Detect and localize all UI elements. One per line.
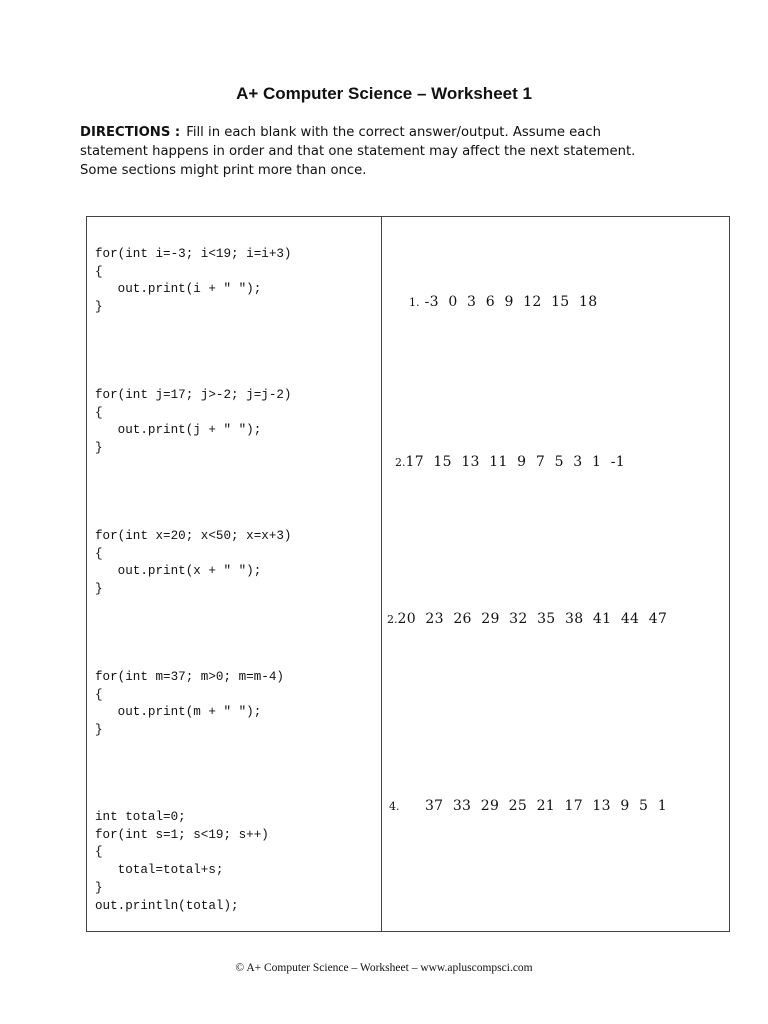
answer-3 [387,608,667,627]
directions-line-2: statement happens in order and that one statement may affect the next statement. [80,144,636,159]
answer-text-3: 20 23 26 29 32 35 38 41 44 47 [397,611,668,627]
answer-number-1: 1. [409,296,420,309]
directions-line-1 [80,123,700,142]
worksheet-title: A+ Computer Science – Worksheet 1 [236,84,532,103]
directions [80,123,700,180]
code-block-4: for(int m=37; m>0; m=m-4) { out.print(m + " "); } [95,670,284,738]
code-block-5: int total=0; for(int s=1; s<19; s++) { total=total+s; } out.println(total); [95,810,269,913]
worksheet-table [86,216,730,932]
code-block-1: for(int i=-3; i<19; i=i+3) { out.print(i + " "); } [95,247,292,315]
answer-text-1: -3 0 3 6 9 12 15 18 [424,294,598,310]
code-block-3: for(int x=20; x<50; x=x+3) { out.print(x + " "); } [95,529,292,597]
directions-label: DIRECTIONS : [80,125,181,140]
answer-text-2: 17 15 13 11 9 7 5 3 1 -1 [405,454,625,470]
column-divider [381,217,382,931]
answer-number-3: 2. [387,613,398,626]
answer-number-2: 2. [395,456,406,469]
directions-line-3: Some sections might print more than once. [80,163,367,178]
footer-copyright: © A+ Computer Science – Worksheet – www.apluscompsci.com [235,962,533,974]
answer-1 [409,291,597,310]
directions-text-1: Fill in each blank with the correct answer/output. Assume each [186,125,601,140]
answer-4 [389,795,667,814]
answer-text-4: 37 33 29 25 21 17 13 9 5 1 [424,798,667,814]
code-block-2: for(int j=17; j>-2; j=j-2) { out.print(j + " "); } [95,388,292,456]
answer-2 [395,451,625,470]
answer-number-4: 4. [389,800,400,813]
